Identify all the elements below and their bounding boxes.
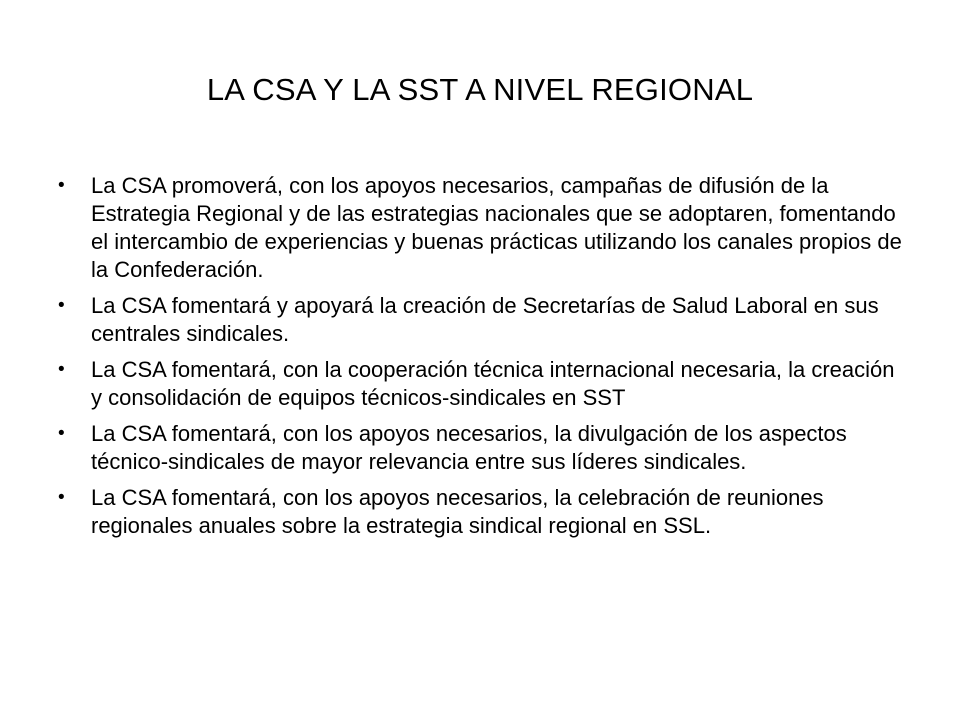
bullet-text-5: La CSA fomentará, con los apoyos necesarios, la celebración de reuniones regionales anuales sobre la estrategia sindical regional en SSL. bbox=[91, 485, 824, 538]
bullet-icon: • bbox=[58, 295, 65, 316]
bullet-item-4 bbox=[58, 420, 908, 476]
bullet-icon: • bbox=[58, 175, 65, 196]
bullet-text-3: La CSA fomentará, con la cooperación técnica internacional necesaria, la creación y consolidación de equipos técnicos-sindicales en SST bbox=[91, 357, 895, 410]
bullet-icon: • bbox=[58, 423, 65, 444]
bullet-item-1 bbox=[58, 172, 908, 284]
bullet-text-2: La CSA fomentará y apoyará la creación de Secretarías de Salud Laboral en sus centrales sindicales. bbox=[91, 293, 879, 346]
bullet-text-4: La CSA fomentará, con los apoyos necesarios, la divulgación de los aspectos técnico-sindicales de mayor relevancia entre sus líderes sindicales. bbox=[91, 421, 847, 474]
bullet-icon: • bbox=[58, 359, 65, 380]
bullet-item-5 bbox=[58, 484, 908, 540]
bullet-item-2 bbox=[58, 292, 908, 348]
bullet-item-3 bbox=[58, 356, 908, 412]
bullet-icon: • bbox=[58, 487, 65, 508]
bullet-text-1: La CSA promoverá, con los apoyos necesarios, campañas de difusión de la Estrategia Regional y de las estrategias nacionales que se adoptaren, fomentando el intercambio de experiencias y buenas prácticas utilizando los canales propios de la Confederación. bbox=[91, 173, 902, 282]
slide-title: LA CSA Y LA SST A NIVEL REGIONAL bbox=[206, 72, 754, 107]
bullet-list bbox=[58, 172, 908, 548]
